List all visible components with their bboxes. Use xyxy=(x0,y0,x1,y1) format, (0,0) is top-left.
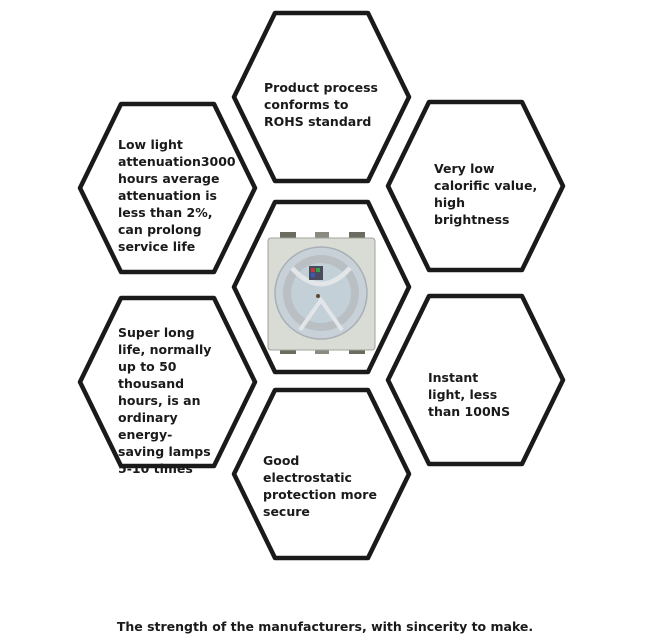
hex-bottom-left-text: Super long life, normally up to 50 thousand hours, is an ordinary energy-saving lamps 5-10 times xyxy=(118,325,212,476)
hex-top-left-text: Low light attenuation3000 hours average attenuation is less than 2%, can prolong service life xyxy=(118,137,236,254)
hex-bottom-right-text: Instant light, less than 100NS xyxy=(428,370,511,419)
hex-top-text: Product process conforms to ROHS standard xyxy=(264,80,378,129)
hex-bottom-text: Good electrostatic protection more secure xyxy=(263,453,377,519)
hex-top-right-text: Very low calorific value, high brightness xyxy=(434,161,538,227)
led-chip-image xyxy=(268,232,375,354)
footer-slogan: The strength of the manufacturers, with sincerity to make. xyxy=(116,619,534,634)
